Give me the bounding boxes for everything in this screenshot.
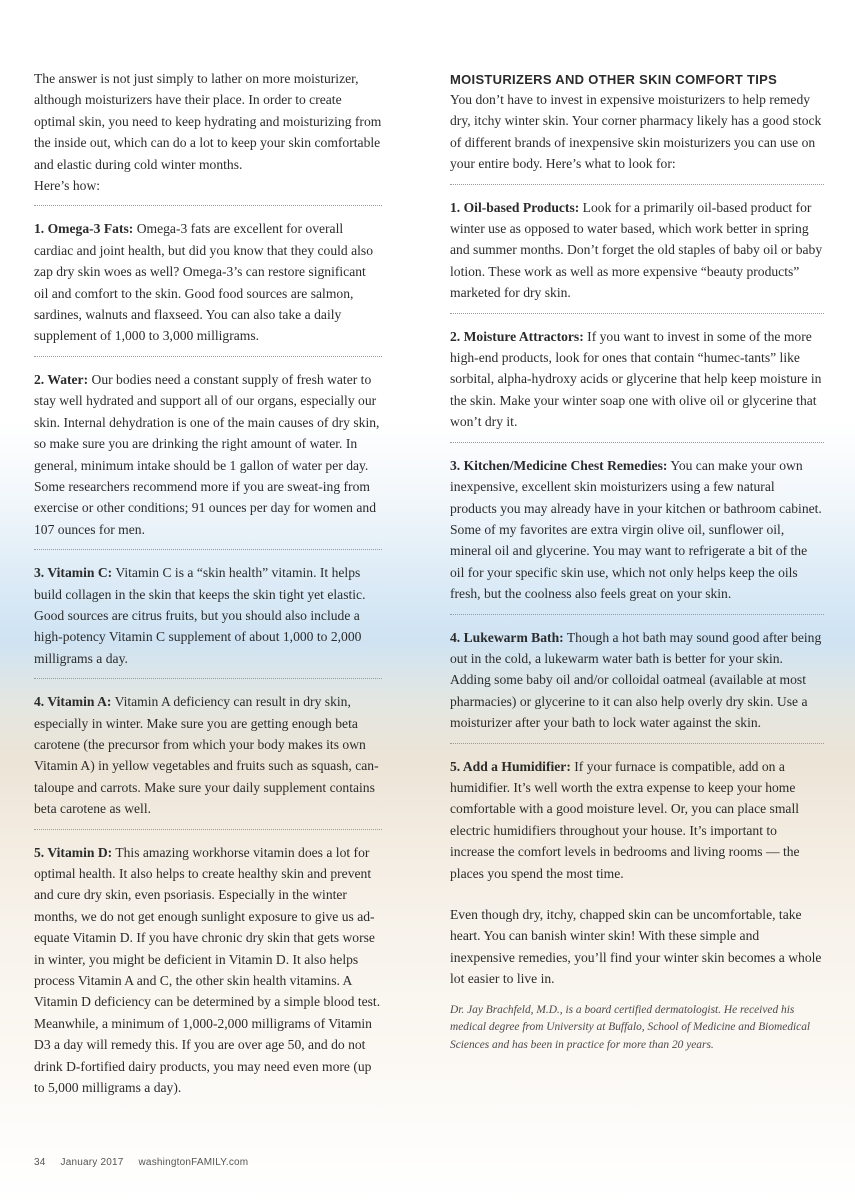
tip-kitchen-remedies	[450, 455, 824, 605]
tip-vitamin-d	[34, 842, 382, 1099]
tip-lead: 3. Vitamin C:	[34, 565, 113, 581]
divider	[34, 829, 382, 830]
left-column	[34, 68, 382, 1098]
divider	[34, 356, 382, 357]
divider	[34, 549, 382, 550]
tip-lead: 4. Vitamin A:	[34, 694, 112, 710]
divider	[450, 743, 824, 744]
tip-text: Though a hot bath may sound good after being out in the cold, a lukewarm water bath is better for your skin. Adding some baby oil and/or colloidal oatmeal (available at most pharmacies) or glycerine to it can also help overly dry skin. Use a moisturizer after your bath to lock water against the skin.	[450, 629, 822, 731]
divider	[450, 614, 824, 615]
issue-date: January 2017	[60, 1157, 124, 1168]
tip-oil-based	[450, 197, 824, 304]
divider	[450, 442, 824, 443]
tip-lead: 2. Water:	[34, 371, 89, 387]
divider	[34, 205, 382, 206]
tip-omega3	[34, 218, 382, 346]
publication-name: washingtonFAMILY.com	[138, 1157, 249, 1168]
tip-lead: 2. Moisture Attractors:	[450, 328, 584, 344]
page-footer	[34, 1157, 260, 1168]
spacer	[450, 884, 824, 904]
tip-text: Our bodies need a constant supply of fresh water to stay well hydrated and support all of our organs, especially our skin. Internal dehydration is one of the main causes of dry skin, so make sure you are drinking the right amount of water. In general, minimum intake should be 1 gallon of water per day. Some researchers recommend more if you are sweat-ing from exercise or other conditions; 91 ounces per day for women and 107 ounces for men.	[34, 371, 380, 537]
divider	[450, 313, 824, 314]
section-heading: MOISTURIZERS AND OTHER SKIN COMFORT TIPS	[450, 72, 778, 87]
tip-text: Omega-3 fats are excellent for overall cardiac and joint health, but did you know that they could also zap dry skin woes as well? Omega-3’s can restore significant oil and comfort to the skin. Good food sources are salmon, sardines, walnuts and flaxseed. You can also take a daily supplement of 1,000 to 3,000 milligrams.	[34, 221, 374, 344]
tip-text: Vitamin C is a “skin health” vitamin. It helps build collagen in the skin that keeps the skin tight yet elastic. Good sources are citrus fruits, but you should also include a high-potency Vitamin C supplement of about 1,000 to 2,000 milligrams a day.	[34, 565, 366, 666]
divider	[450, 184, 824, 185]
tip-text: You can make your own inexpensive, excellent skin moisturizers using a few natural products you may already have in your kitchen or bathroom cabinet. Some of my favorites are extra virgin olive oil, sunflower oil, mineral oil and glycerine. You may want to refrigerate a bit of the oil for your specific skin use, which not only helps keep the oils fresh, but the coolness also feels great on your skin.	[450, 457, 822, 602]
tip-vitamin-c	[34, 562, 382, 669]
tip-lead: 4. Lukewarm Bath:	[450, 629, 564, 645]
closing-paragraph: Even though dry, itchy, chapped skin can be uncomfortable, take heart. You can banish winter skin! With these simple and inexpensive remedies, you’ll find your winter skin becomes a whole lot easier to live in.	[450, 907, 822, 987]
right-column	[450, 68, 824, 1054]
section-intro: You don’t have to invest in expensive moisturizers to help remedy dry, itchy winter skin. Your corner pharmacy likely has a good stock of different brands of inexpensive skin moisturizers you can use on your entire body. Here’s what to look for:	[450, 92, 822, 172]
intro-paragraph: The answer is not just simply to lather on more moisturizer, although moisturizers have their place. In order to create optimal skin, you need to keep hydrating and moisturizing from the inside out, which can do a lot to keep your skin comfortable and elastic during cold winter months.	[34, 71, 382, 172]
tip-humidifier	[450, 756, 824, 884]
page-number: 34	[34, 1157, 46, 1168]
tip-moisture-attractors	[450, 326, 824, 433]
tip-lead: 5. Add a Humidifier:	[450, 758, 571, 774]
tip-water	[34, 369, 382, 540]
tip-text: If your furnace is compatible, add on a humidifier. It’s well worth the extra expense to keep your home comfortable with a good moisture level. Or, you can place small electric humidifiers throughout your house. It’s important to increase the comfort levels in bedrooms and living rooms — the places you spend the most time.	[450, 758, 800, 881]
tip-text: If you want to invest in some of the more high-end products, look for ones that contain “humec-tants” like sorbital, alpha-hydroxy acids or glycerine that help keep moisture in the skin. Make your winter soap one with olive oil or glycerine that won’t dry it.	[450, 328, 822, 430]
intro-howto: Here’s how:	[34, 178, 101, 194]
author-bio: Dr. Jay Brachfeld, M.D., is a board certified dermatologist. He received his medical degree from University at Buffalo, School of Medicine and Biomedical Sciences and has been in practice for more than 20 years.	[450, 1003, 811, 1051]
tip-lead: 5. Vitamin D:	[34, 844, 113, 860]
tip-vitamin-a	[34, 691, 382, 819]
tip-text: Vitamin A deficiency can result in dry skin, especially in winter. Make sure you are getting enough beta carotene (the precursor from which your body makes its own Vitamin A) in yellow vegetables and fruits such as squash, can-taloupe and carrots. Make sure your daily supplement contains beta carotene as well.	[34, 694, 379, 817]
tip-text: Look for a primarily oil-based product for winter use as opposed to water based, which work better in spring and summer months. Don’t forget the old staples of baby oil or baby lotion. These work as well as more expensive “beauty products” marketed for dry skin.	[450, 199, 823, 301]
divider	[34, 678, 382, 679]
tip-lead: 1. Oil-based Products:	[450, 199, 580, 215]
tip-lead: 1. Omega-3 Fats:	[34, 221, 134, 237]
tip-lead: 3. Kitchen/Medicine Chest Remedies:	[450, 457, 668, 473]
tip-text: This amazing workhorse vitamin does a lot for optimal health. It also helps to create healthy skin and prevent and cure dry skin, even psoriasis. Especially in the winter months, we do not get enough sunlight exposure to give us ad-equate Vitamin D. If you have chronic dry skin that gets worse in winter, you might be deficient in Vitamin D. It also helps process Vitamin A and C, the other skin health vitamins. A Vitamin D deficiency can be determined by a simple blood test. Meanwhile, a minimum of 1,000-2,000 milligrams of Vitamin D3 a day will remedy this. If you are over age 50, and do not drink D-fortified dairy products, you may need even more (up to 5,000 milligrams a day).	[34, 844, 381, 1096]
tip-lukewarm-bath	[450, 627, 824, 734]
